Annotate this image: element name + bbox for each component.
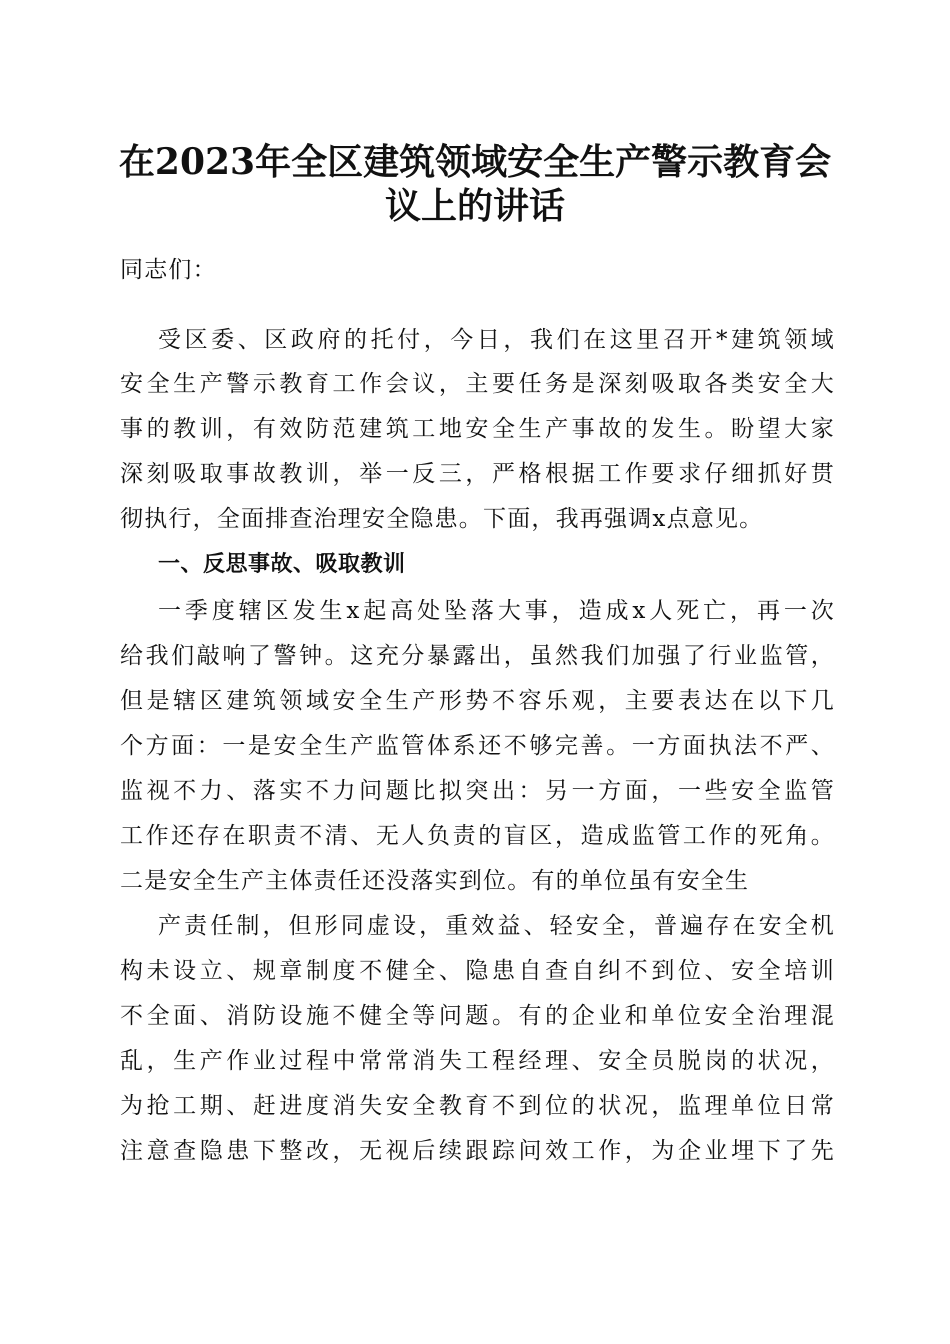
- paragraph-line: 给我们敲响了警钟。这充分暴露出，虽然我们加强了行业监管，: [120, 643, 835, 669]
- paragraph-line: 事的教训，有效防范建筑工地安全生产事故的发生。盼望大家: [120, 416, 835, 442]
- paragraph-line: 构未设立、规章制度不健全、隐患自查自纠不到位、安全培训: [120, 958, 835, 984]
- paragraph-line: 注意查隐患下整改，无视后续跟踪问效工作，为企业埋下了先: [120, 1138, 835, 1164]
- paragraph-line: 一季度辖区发生x起高处坠落大事，造成x人死亡，再一次: [158, 598, 835, 624]
- paragraph-line: 安全生产警示教育工作会议，主要任务是深刻吸取各类安全大: [120, 371, 835, 397]
- paragraph-line: 彻执行，全面排查治理安全隐患。下面，我再强调x点意见。: [120, 506, 764, 532]
- paragraph-line: 监视不力、落实不力问题比拟突出：另一方面，一些安全监管: [120, 778, 835, 804]
- section-heading: 一、反思事故、吸取教训: [158, 552, 406, 577]
- paragraph-line: 深刻吸取事故教训，举一反三，严格根据工作要求仔细抓好贯: [120, 461, 835, 487]
- paragraph-line: 个方面：一是安全生产监管体系还不够完善。一方面执法不严、: [120, 733, 835, 759]
- salutation: 同志们：: [120, 257, 217, 283]
- paragraph-line: 工作还存在职责不清、无人负责的盲区，造成监管工作的死角。: [120, 823, 835, 849]
- paragraph-line: 二是安全生产主体责任还没落实到位。有的单位虽有安全生: [120, 868, 750, 894]
- document-title-line-2: 议上的讲话: [384, 185, 565, 227]
- paragraph-line: 但是辖区建筑领域安全生产形势不容乐观，主要表达在以下几: [120, 688, 835, 714]
- paragraph-line: 受区委、区政府的托付，今日，我们在这里召开*建筑领域: [158, 327, 835, 353]
- paragraph-line: 乱，生产作业过程中常常消失工程经理、安全员脱岗的状况，: [120, 1048, 835, 1074]
- document-title-line-1: 在2023年全区建筑领域安全生产警示教育会: [118, 141, 832, 183]
- paragraph-line: 产责任制，但形同虚设，重效益、轻安全，普遍存在安全机: [158, 913, 835, 939]
- paragraph-line: 不全面、消防设施不健全等问题。有的企业和单位安全治理混: [120, 1003, 835, 1029]
- paragraph-line: 为抢工期、赶进度消失安全教育不到位的状况，监理单位日常: [120, 1093, 835, 1119]
